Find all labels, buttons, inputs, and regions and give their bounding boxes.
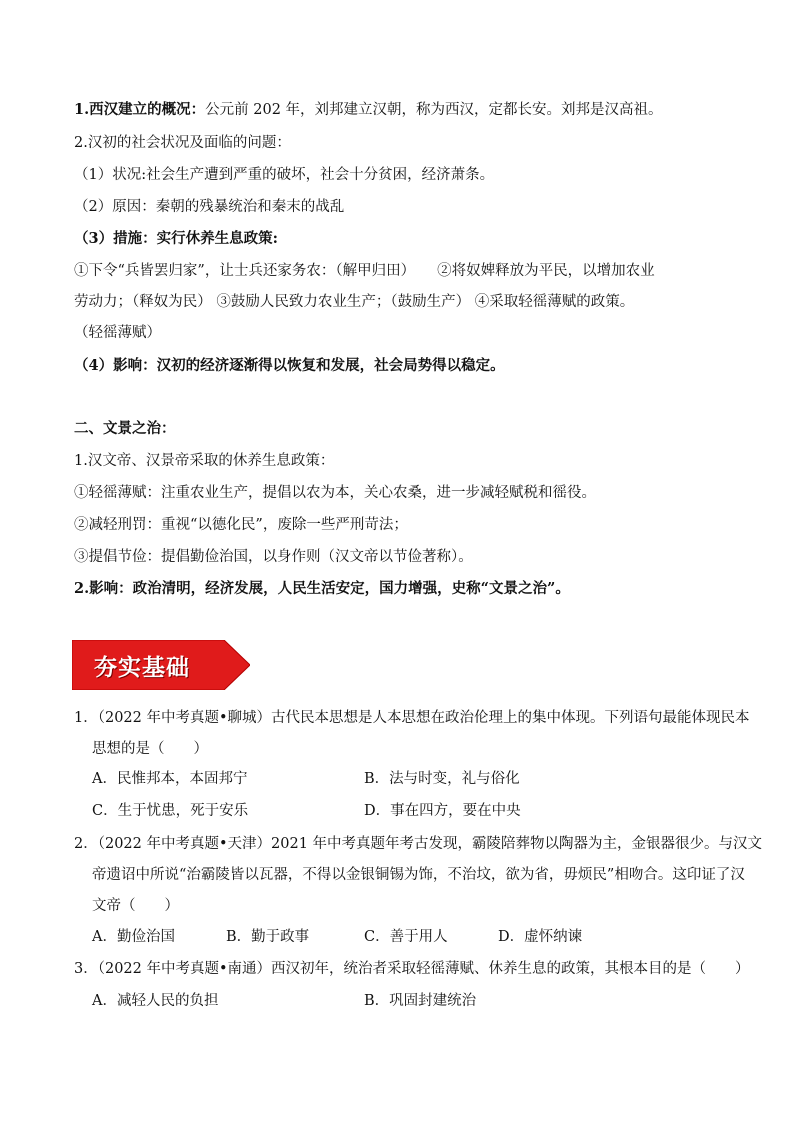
s1-line6a: ①下令“兵皆罢归家”，让士兵还家务农：（解甲归田）: [74, 263, 416, 279]
q1-stem-line1: （2022 年中考真题•聊城）古代民本思想是人本思想在政治伦理上的集中体现。下列语句最能体现民本: [97, 710, 750, 726]
q2-option-d[interactable]: D．虚怀纳谏: [498, 929, 583, 945]
q3-number: 3．: [74, 961, 98, 977]
q1-stem-line2: 思想的是（ ）: [92, 741, 208, 757]
q2-number: 2．: [74, 836, 98, 852]
s1-line9: （4）影响：汉初的经济逐渐得以恢复和发展，社会局势得以稳定。: [74, 357, 505, 374]
question-1: [74, 707, 750, 729]
question-2: [74, 833, 762, 855]
s1-line8: （轻徭薄赋）: [74, 325, 161, 341]
q1-number: 1．: [74, 710, 98, 726]
q2-stem-line3: 文帝（ ）: [92, 898, 179, 914]
s2-title: 二、文景之治：: [74, 420, 176, 437]
q2-stem-line2: 帝遗诏中所说“治霸陵皆以瓦器，不得以金银铜锡为饰，不治坟，欲为省，毋烦民”相吻合。这印证了汉: [92, 867, 745, 883]
s1-line6b: ②将奴婢释放为平民，以增加农业: [437, 263, 655, 279]
q3-stem-line1: （2022 年中考真题•南通）西汉初年，统治者采取轻徭薄赋、休养生息的政策，其根本目的是（ ）: [97, 961, 750, 977]
s2-line4: ③提倡节俭：提倡勤俭治国，以身作则（汉文帝以节俭著称）。: [74, 549, 473, 565]
s1-line4: （2）原因：秦朝的残暴统治和秦末的战乱: [74, 199, 345, 215]
q3-option-b[interactable]: B．巩固封建统治: [364, 993, 477, 1009]
q1-option-d[interactable]: D．事在四方，要在中央: [364, 803, 521, 819]
q2-stem-line1: （2022 年中考真题•天津）2021 年中考真题年考古发现，霸陵陪葬物以陶器为主，金银器很少。与汉文: [97, 836, 763, 852]
s2-line1: 1.汉文帝、汉景帝采取的休养生息政策：: [74, 453, 335, 469]
q3-option-a[interactable]: A．减轻人民的负担: [92, 993, 219, 1009]
s1-line1: [74, 99, 663, 121]
s2-line2: ①轻徭薄赋：注重农业生产，提倡以农为本，关心农桑，进一步减轻赋税和徭役。: [74, 485, 596, 501]
s1-line7: 劳动力；（释奴为民） ③鼓励人民致力农业生产；（鼓励生产） ④采取轻徭薄赋的政策。: [74, 294, 635, 310]
q2-option-a[interactable]: A．勤俭治国: [92, 929, 175, 945]
s1-line1-text: 公元前 202 年，刘邦建立汉朝，称为西汉，定都长安。刘邦是汉高祖。: [205, 102, 663, 118]
s1-line1-title: 1.西汉建立的概况：: [74, 101, 206, 118]
s1-line3: （1）状况:社会生产遭到严重的破坏，社会十分贫困，经济萧条。: [74, 167, 495, 183]
q1-option-c[interactable]: C．生于忧患，死于安乐: [92, 803, 249, 819]
s2-line3: ②减轻刑罚：重视“以德化民”，废除一些严刑苛法；: [74, 517, 408, 533]
question-3: [74, 958, 750, 980]
s2-line5: 2.影响：政治清明，经济发展，人民生活安定，国力增强，史称“文景之治”。: [74, 580, 570, 597]
s1-line6: [74, 260, 655, 282]
q2-option-b[interactable]: B．勤于政事: [226, 929, 310, 945]
banner-label: 夯实基础: [94, 655, 190, 681]
section-banner: [72, 640, 250, 690]
q2-option-c[interactable]: C．善于用人: [364, 929, 448, 945]
s1-line2: 2.汉初的社会状况及面临的问题：: [74, 135, 291, 151]
q1-option-b[interactable]: B．法与时变，礼与俗化: [364, 771, 520, 787]
q1-option-a[interactable]: A．民惟邦本，本固邦宁: [92, 771, 248, 787]
s1-line5: （3）措施：实行休养生息政策:: [74, 230, 278, 247]
